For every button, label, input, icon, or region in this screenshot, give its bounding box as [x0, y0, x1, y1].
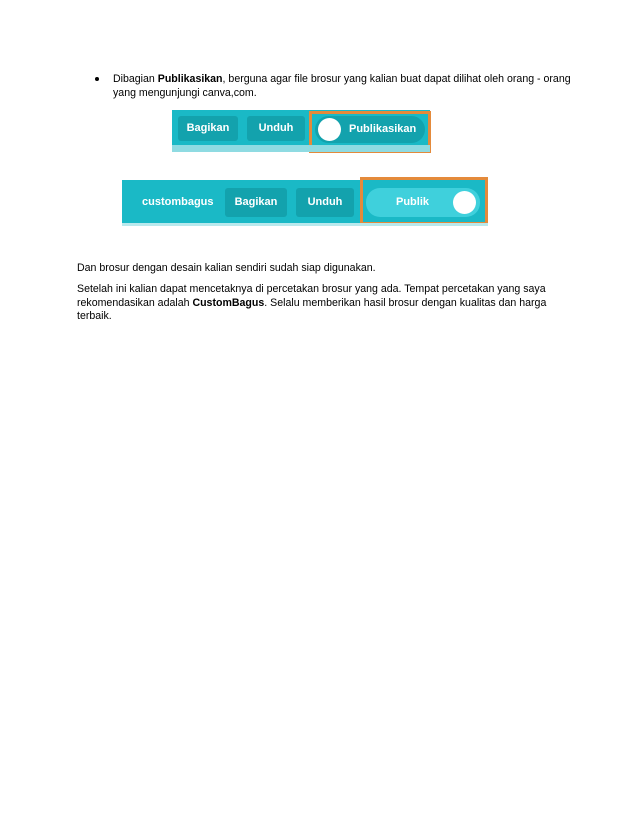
- brand-mention: CustomBagus: [192, 296, 265, 309]
- toolbar-strip: [122, 223, 488, 226]
- download-button[interactable]: Unduh: [247, 116, 305, 141]
- bullet-bold: Publikasikan: [157, 73, 223, 85]
- paragraph-prefix: Setelah ini kalian dapat mencetaknya di percetakan brosur yang ada. Tempat percetakan yang saya rekomendasikan adalah: [77, 283, 546, 309]
- publish-toggle[interactable]: [315, 116, 425, 143]
- canva-toolbar-screenshot-1: [172, 110, 430, 152]
- bullet-icon: [95, 77, 99, 81]
- share-button[interactable]: Bagikan: [178, 116, 238, 141]
- toggle-knob: [318, 118, 341, 141]
- public-label: Publik: [396, 196, 430, 208]
- toolbar-strip: [172, 145, 430, 152]
- paragraph-recommendation: [77, 283, 557, 324]
- toggle-knob: [453, 191, 476, 214]
- brand-name: custombagus: [142, 196, 214, 208]
- paragraph-rest: . Selalu memberikan hasil brosur dengan kualitas dan harga terbaik.: [77, 296, 547, 322]
- canva-toolbar-screenshot-2: [122, 180, 488, 226]
- download-button[interactable]: Unduh: [296, 188, 354, 217]
- bullet-prefix: Dibagian: [113, 73, 158, 85]
- paragraph-ready: Dan brosur dengan desain kalian sendiri sudah siap digunakan.: [77, 262, 376, 274]
- bullet-rest: , berguna agar file brosur yang kalian buat dapat dilihat oleh orang - orang yang mengunjungi canva,com.: [113, 73, 571, 99]
- publish-label: Publikasikan: [349, 123, 417, 135]
- public-toggle[interactable]: [366, 188, 480, 217]
- bullet-text: [113, 72, 583, 100]
- share-button[interactable]: Bagikan: [225, 188, 287, 217]
